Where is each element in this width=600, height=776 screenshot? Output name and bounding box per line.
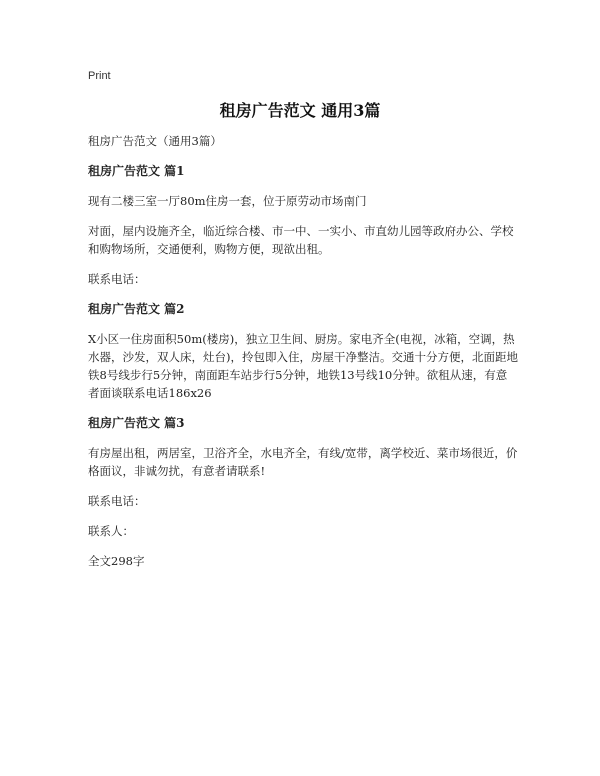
document-title: 租房广告范文 通用3篇 bbox=[219, 101, 381, 120]
section-1-paragraph-1: 现有二楼三室一厅80m住房一套，位于原劳动市场南门 bbox=[88, 194, 367, 208]
section-heading-3: 租房广告范文 篇3 bbox=[88, 416, 185, 430]
document-subtitle: 租房广告范文（通用3篇） bbox=[88, 134, 222, 148]
section-heading-1: 租房广告范文 篇1 bbox=[88, 164, 185, 178]
section-1-contact-phone: 联系电话： bbox=[88, 272, 146, 286]
section-2-paragraph-1: X小区一住房面积50m(楼房)，独立卫生间、厨房。家电齐全(电视，冰箱，空调，热水器，沙发，双人床，灶台)，拎包即入住，房屋干净整洁。交通十分方便，北面距地铁8号线步行5分钟，南面距车站步行5分钟，地铁13号线10分钟。欲租从速，有意者面谈联系电话186x26 bbox=[88, 332, 518, 400]
section-1-paragraph-2: 对面，屋内设施齐全，临近综合楼、市一中、一实小、市直幼儿园等政府办公、学校和购物场所，交通便利，购物方便，现欲出租。 bbox=[88, 224, 514, 256]
section-3-paragraph-1: 有房屋出租，两居室，卫浴齐全，水电齐全，有线/宽带，离学校近、菜市场很近，价格面议，非诚勿扰，有意者请联系! bbox=[88, 446, 518, 478]
print-label[interactable]: Print bbox=[88, 70, 111, 82]
document-body bbox=[88, 132, 518, 582]
section-heading-2: 租房广告范文 篇2 bbox=[88, 302, 185, 316]
section-3-contact-person: 联系人： bbox=[88, 524, 134, 538]
word-count: 全文298字 bbox=[88, 554, 145, 568]
section-3-contact-phone: 联系电话： bbox=[88, 494, 146, 508]
